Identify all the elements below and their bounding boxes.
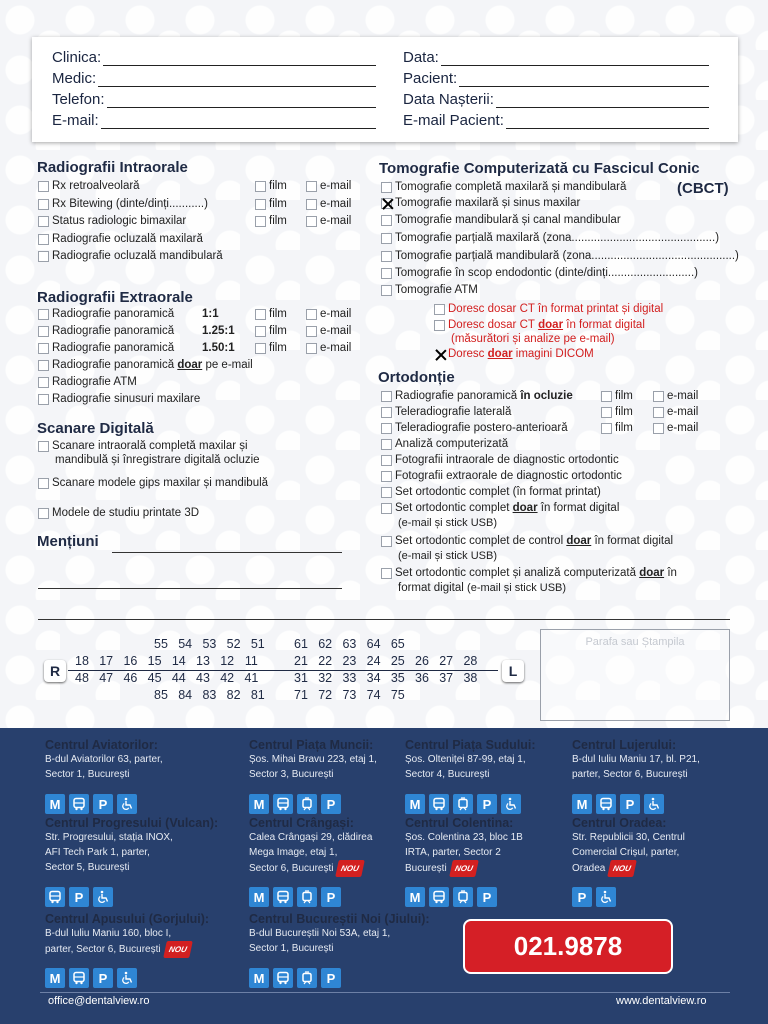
parking-icon: P bbox=[572, 887, 592, 907]
center-address-line: B-dul Bucureștii Noi 53A, etaj 1, bbox=[249, 928, 391, 939]
intraoral-scan[interactable]: Scanare intraorală completă maxilar și bbox=[38, 440, 248, 452]
checked-checkbox[interactable] bbox=[434, 349, 445, 360]
tooth-number[interactable]: 62 bbox=[318, 637, 333, 651]
cbct-item[interactable]: Tomografie maxilară și sinus maxilar bbox=[381, 197, 580, 209]
center-address-line: Șos. Olteniței 87-99, etaj 1, bbox=[405, 754, 526, 765]
parking-icon: P bbox=[93, 968, 113, 988]
center-location bbox=[45, 816, 218, 875]
cbct-item[interactable]: Tomografie parțială mandibulară (zona.............................................) bbox=[381, 250, 739, 262]
center-address-line: Sector 3, București bbox=[249, 769, 334, 780]
wheelchair-icon bbox=[501, 794, 521, 814]
tooth-number[interactable]: 46 bbox=[123, 671, 138, 685]
center-address-line: București NOU bbox=[405, 860, 523, 877]
tooth-number[interactable]: 43 bbox=[196, 671, 210, 685]
cbct-item[interactable]: Tomografie mandibulară și canal mandibular bbox=[381, 214, 621, 226]
cbct-item[interactable]: Tomografie în scop endodontic (dinte/dinți...........................) bbox=[381, 267, 698, 279]
checkbox[interactable] bbox=[38, 181, 49, 192]
atm-xray[interactable]: Radiografie ATM bbox=[38, 376, 137, 388]
checked-checkbox[interactable] bbox=[381, 198, 392, 209]
center-name: Centrul Piața Sudului: bbox=[405, 738, 536, 752]
metro-icon: M bbox=[249, 887, 269, 907]
wheelchair-icon bbox=[644, 794, 664, 814]
patient-info-box bbox=[32, 37, 738, 142]
tooth-number[interactable]: 16 bbox=[123, 654, 138, 668]
ct-dicom-only[interactable]: Doresc doar imagini DICOM bbox=[434, 348, 594, 360]
ortho-item[interactable]: Set ortodontic complet (în format printat) bbox=[381, 486, 601, 498]
bus-icon bbox=[45, 887, 65, 907]
parking-icon: P bbox=[321, 794, 341, 814]
center-location bbox=[405, 738, 536, 782]
center-address-line: Sector 1, București bbox=[249, 943, 334, 954]
parking-icon: P bbox=[477, 794, 497, 814]
center-name: Centrul Lujerului: bbox=[572, 738, 677, 752]
transport-icons bbox=[572, 887, 616, 907]
email-option[interactable]: e-mail bbox=[306, 215, 351, 227]
ortho-set-analysis[interactable]: Set ortodontic complet și analiză computerizată doar în bbox=[381, 567, 677, 579]
tram-icon bbox=[453, 887, 473, 907]
tooth-number[interactable]: 71 bbox=[294, 688, 308, 702]
center-address-line: Sector 4, București bbox=[405, 769, 490, 780]
wheelchair-icon bbox=[93, 887, 113, 907]
intraoral-item[interactable]: Rx retroalveolară bbox=[38, 180, 140, 192]
ortho-tele-lat[interactable]: Teleradiografie laterală bbox=[381, 406, 511, 418]
center-name: Centrul Piața Muncii: bbox=[249, 738, 374, 752]
parking-icon: P bbox=[321, 887, 341, 907]
tooth-number[interactable]: 48 bbox=[75, 671, 89, 685]
doctor-field[interactable]: Medic: bbox=[52, 70, 376, 87]
mentions-line[interactable] bbox=[112, 552, 342, 553]
center-location bbox=[45, 738, 163, 782]
tram-icon bbox=[297, 968, 317, 988]
tooth-number[interactable]: 18 bbox=[75, 654, 89, 668]
bus-icon bbox=[596, 794, 616, 814]
center-address-line: Șos. Mihai Bravu 223, etaj 1, bbox=[249, 754, 377, 765]
center-address-line: Comercial Crișul, parter, bbox=[572, 847, 680, 858]
film-option[interactable]: film bbox=[601, 422, 633, 434]
tooth-number[interactable]: 21 bbox=[294, 654, 308, 668]
ortho-set-analysis-line2: format digital (e-mail și stick USB) bbox=[398, 582, 567, 594]
cbct-item[interactable]: Tomografie ATM bbox=[381, 284, 478, 296]
tooth-number[interactable]: 17 bbox=[99, 654, 114, 668]
ortho-item[interactable]: Fotografii intraorale de diagnostic ortodontic bbox=[381, 454, 619, 466]
tooth-number[interactable]: 25 bbox=[390, 654, 405, 668]
email-option[interactable]: e-mail bbox=[306, 180, 351, 192]
checkbox[interactable] bbox=[38, 199, 49, 210]
tooth-number[interactable]: 83 bbox=[202, 688, 217, 702]
divider-line bbox=[38, 619, 730, 620]
model-scan[interactable]: Scanare modele gips maxilar și mandibulă bbox=[38, 477, 268, 489]
mentions-line[interactable] bbox=[38, 588, 342, 589]
tooth-number[interactable]: 44 bbox=[171, 671, 186, 685]
new-badge: NOU bbox=[608, 860, 637, 877]
center-address-line: Calea Crângași 29, clădirea bbox=[249, 832, 373, 843]
transport-icons bbox=[405, 887, 497, 907]
film-option[interactable]: film bbox=[255, 198, 287, 210]
ortho-title: Ortodonție bbox=[378, 369, 455, 386]
parking-icon: P bbox=[93, 794, 113, 814]
ortho-set-digital[interactable]: Set ortodontic complet doar în format digital bbox=[381, 502, 619, 514]
center-address-line: IRTA, parter, Sector 2 bbox=[405, 847, 501, 858]
new-badge: NOU bbox=[449, 860, 478, 877]
ct-dossier-digital[interactable]: Doresc dosar CT doar în format digital bbox=[434, 319, 645, 331]
checkbox[interactable] bbox=[38, 251, 49, 262]
tooth-number[interactable]: 61 bbox=[294, 637, 308, 651]
film-option[interactable]: film bbox=[255, 180, 287, 192]
clinic-field[interactable]: Clinica: bbox=[52, 49, 376, 66]
sinus-xray[interactable]: Radiografie sinusuri maxilare bbox=[38, 393, 200, 405]
center-location bbox=[249, 738, 377, 782]
tooth-number[interactable]: 74 bbox=[366, 688, 381, 702]
center-address-line: Sector 6, București NOU bbox=[249, 860, 372, 877]
tooth-number[interactable]: 72 bbox=[318, 688, 333, 702]
center-address-line: Sector 5, București bbox=[45, 862, 130, 873]
metro-icon: M bbox=[405, 887, 425, 907]
cbct-item[interactable]: Tomografie parțială maxilară (zona.............................................) bbox=[381, 232, 719, 244]
patient-email-field[interactable]: E-mail Pacient: bbox=[403, 112, 709, 129]
pano-1-50[interactable]: Radiografie panoramică 1.50:1 bbox=[38, 342, 174, 354]
phone-field[interactable]: Telefon: bbox=[52, 91, 376, 108]
center-address-line: Mega Image, etaj 1, bbox=[249, 847, 338, 858]
phone-number[interactable]: 021.9878 bbox=[463, 919, 673, 974]
parking-icon: P bbox=[620, 794, 640, 814]
tooth-number[interactable]: 51 bbox=[250, 637, 265, 651]
left-side-marker: L bbox=[502, 660, 524, 682]
website-link[interactable]: www.dentalview.ro bbox=[616, 995, 707, 1007]
transport-icons bbox=[249, 794, 341, 814]
tooth-number[interactable]: 26 bbox=[415, 654, 429, 668]
tooth-number[interactable]: 85 bbox=[154, 688, 168, 702]
right-side-marker: R bbox=[44, 660, 66, 682]
center-address-line: AFI Tech Park 1, parter, bbox=[45, 847, 150, 858]
tooth-number[interactable]: 28 bbox=[463, 654, 478, 668]
center-address-line: Oradea NOU bbox=[572, 860, 685, 877]
cbct-item[interactable]: Tomografie completă maxilară și mandibulară bbox=[381, 181, 626, 193]
tooth-number[interactable]: 42 bbox=[220, 671, 235, 685]
email-field[interactable]: E-mail: bbox=[52, 112, 376, 129]
center-name: Centrul Progresului (Vulcan): bbox=[45, 816, 219, 830]
footer-divider bbox=[40, 992, 730, 993]
transport-icons bbox=[405, 794, 521, 814]
wheelchair-icon bbox=[117, 794, 137, 814]
tooth-number[interactable]: 73 bbox=[342, 688, 357, 702]
tooth-number[interactable]: 34 bbox=[366, 671, 381, 685]
center-address-line: B-dul Iuliu Maniu 160, bloc I, bbox=[45, 928, 172, 939]
center-location bbox=[249, 912, 430, 956]
bus-icon bbox=[273, 968, 293, 988]
bus-icon bbox=[429, 794, 449, 814]
tram-icon bbox=[297, 794, 317, 814]
tooth-number[interactable]: 47 bbox=[99, 671, 114, 685]
tooth-number[interactable]: 45 bbox=[147, 671, 162, 685]
bus-icon bbox=[273, 887, 293, 907]
tooth-number[interactable]: 55 bbox=[154, 637, 168, 651]
parking-icon: P bbox=[321, 968, 341, 988]
center-name: Centrul Bucureștii Noi (Jiului): bbox=[249, 912, 430, 926]
tooth-number[interactable]: 13 bbox=[196, 654, 210, 668]
bus-icon bbox=[273, 794, 293, 814]
tooth-number[interactable]: 27 bbox=[439, 654, 454, 668]
3d-models[interactable]: Modele de studiu printate 3D bbox=[38, 507, 199, 519]
date-field[interactable]: Data: bbox=[403, 49, 709, 66]
center-address-line: parter, Sector 6, București bbox=[572, 769, 688, 780]
intraoral-item[interactable]: Radiografie ocluzală maxilară bbox=[38, 233, 203, 245]
extraoral-title: Radiografii Extraorale bbox=[37, 289, 193, 306]
tooth-number[interactable]: 63 bbox=[342, 637, 357, 651]
center-address-line: B-dul Iuliu Maniu 17, bl. P21, bbox=[572, 754, 700, 765]
ortho-set-control[interactable]: Set ortodontic complet de control doar în format digital bbox=[381, 535, 673, 547]
center-address-line: Str. Republicii 30, Centrul bbox=[572, 832, 685, 843]
metro-icon: M bbox=[249, 794, 269, 814]
tooth-number[interactable]: 64 bbox=[366, 637, 381, 651]
tooth-number[interactable]: 41 bbox=[244, 671, 259, 685]
pano-1-25[interactable]: Radiografie panoramică 1.25:1 bbox=[38, 325, 174, 337]
transport-icons bbox=[249, 968, 341, 988]
tooth-number[interactable]: 38 bbox=[463, 671, 478, 685]
ortho-item[interactable]: Fotografii extraorale de diagnostic ortodontic bbox=[381, 470, 622, 482]
center-address-line: Șos. Colentina 23, bloc 1B bbox=[405, 832, 523, 843]
parking-icon: P bbox=[69, 887, 89, 907]
new-badge: NOU bbox=[336, 860, 365, 877]
center-location bbox=[572, 816, 685, 877]
cbct-title: Tomografie Computerizată cu Fascicul Conic bbox=[379, 160, 700, 177]
tooth-number[interactable]: 33 bbox=[342, 671, 357, 685]
center-location bbox=[572, 738, 700, 782]
tooth-number[interactable]: 37 bbox=[439, 671, 454, 685]
center-location bbox=[405, 816, 523, 877]
stamp-area[interactable]: Parafa sau Ștampila bbox=[540, 629, 730, 721]
tooth-number[interactable]: 31 bbox=[294, 671, 308, 685]
email-option[interactable]: e-mail bbox=[653, 390, 698, 402]
email-option[interactable]: e-mail bbox=[306, 325, 351, 337]
tooth-number[interactable]: 36 bbox=[415, 671, 429, 685]
center-name: Centrul Colentina: bbox=[405, 816, 514, 830]
tooth-number[interactable]: 15 bbox=[147, 654, 162, 668]
contact-email[interactable]: office@dentalview.ro bbox=[48, 995, 150, 1007]
wheelchair-icon bbox=[596, 887, 616, 907]
tooth-number[interactable]: 53 bbox=[202, 637, 217, 651]
transport-icons bbox=[45, 968, 137, 988]
metro-icon: M bbox=[405, 794, 425, 814]
tram-icon bbox=[297, 887, 317, 907]
center-name: Centrul Oradea: bbox=[572, 816, 667, 830]
center-name: Centrul Aviatorilor: bbox=[45, 738, 158, 752]
film-option[interactable]: film bbox=[255, 342, 287, 354]
new-badge: NOU bbox=[163, 941, 192, 958]
tooth-number[interactable]: 12 bbox=[220, 654, 235, 668]
tooth-number[interactable]: 23 bbox=[342, 654, 357, 668]
tooth-number[interactable]: 75 bbox=[390, 688, 405, 702]
email-option[interactable]: e-mail bbox=[653, 422, 698, 434]
cbct-abbr: (CBCT) bbox=[677, 180, 729, 197]
ortho-item[interactable]: Analiză computerizată bbox=[381, 438, 508, 450]
film-option[interactable]: film bbox=[601, 390, 633, 402]
tooth-number[interactable]: 82 bbox=[226, 688, 241, 702]
intraoral-item[interactable]: Rx Bitewing (dinte/dinți...........) bbox=[38, 198, 208, 210]
teeth-midline bbox=[68, 670, 498, 671]
bus-icon bbox=[69, 794, 89, 814]
email-option[interactable]: e-mail bbox=[653, 406, 698, 418]
film-option[interactable]: film bbox=[255, 325, 287, 337]
center-address-line: parter, Sector 6, București NOU bbox=[45, 941, 209, 958]
email-option[interactable]: e-mail bbox=[306, 198, 351, 210]
film-option[interactable]: film bbox=[255, 215, 287, 227]
ortho-set-control-note: (e-mail și stick USB) bbox=[398, 550, 498, 562]
ortho-set-digital-note: (e-mail și stick USB) bbox=[398, 517, 498, 529]
tooth-number[interactable]: 84 bbox=[178, 688, 193, 702]
metro-icon: M bbox=[249, 968, 269, 988]
intraoral-scan-line2: mandibulă și înregistrare digitală ocluzie bbox=[55, 454, 260, 466]
digital-title: Scanare Digitală bbox=[37, 420, 154, 437]
ortho-tele-pa[interactable]: Teleradiografie postero-anterioară bbox=[381, 422, 568, 434]
center-name: Centrul Apusului (Gorjului): bbox=[45, 912, 210, 926]
metro-icon: M bbox=[572, 794, 592, 814]
transport-icons bbox=[572, 794, 664, 814]
checkbox[interactable] bbox=[38, 234, 49, 245]
email-option[interactable]: e-mail bbox=[306, 342, 351, 354]
parking-icon: P bbox=[477, 887, 497, 907]
tooth-number[interactable]: 35 bbox=[390, 671, 405, 685]
intraoral-item[interactable]: Status radiologic bimaxilar bbox=[38, 215, 186, 227]
center-address-line: Sector 1, București bbox=[45, 769, 130, 780]
tooth-number[interactable]: 32 bbox=[318, 671, 333, 685]
tram-icon bbox=[453, 794, 473, 814]
tooth-number[interactable]: 52 bbox=[226, 637, 241, 651]
tooth-number[interactable]: 24 bbox=[366, 654, 381, 668]
transport-icons bbox=[45, 794, 137, 814]
pano-1-1[interactable]: Radiografie panoramică 1:1 bbox=[38, 308, 174, 320]
checkbox[interactable] bbox=[38, 216, 49, 227]
email-option[interactable]: e-mail bbox=[306, 308, 351, 320]
bus-icon bbox=[429, 887, 449, 907]
patient-field[interactable]: Pacient: bbox=[403, 70, 709, 87]
center-location bbox=[45, 912, 209, 958]
tooth-number[interactable]: 22 bbox=[318, 654, 333, 668]
metro-icon: M bbox=[45, 968, 65, 988]
metro-icon: M bbox=[45, 794, 65, 814]
ct-dossier-print[interactable]: Doresc dosar CT în format printat și digital bbox=[434, 303, 663, 315]
birthdate-field[interactable]: Data Nașterii: bbox=[403, 91, 709, 108]
transport-icons bbox=[45, 887, 113, 907]
film-option[interactable]: film bbox=[601, 406, 633, 418]
tooth-number[interactable]: 81 bbox=[250, 688, 265, 702]
ct-dossier-digital-note: (măsurători și analize pe e-mail) bbox=[451, 333, 615, 345]
tooth-number[interactable]: 65 bbox=[390, 637, 405, 651]
tooth-number[interactable]: 54 bbox=[178, 637, 193, 651]
film-option[interactable]: film bbox=[255, 308, 287, 320]
tooth-number[interactable]: 11 bbox=[244, 654, 258, 668]
transport-icons bbox=[249, 887, 341, 907]
ortho-pano[interactable]: Radiografie panoramică în ocluzie bbox=[381, 390, 573, 402]
center-name: Centrul Crângași: bbox=[249, 816, 354, 830]
bus-icon bbox=[69, 968, 89, 988]
center-address-line: B-dul Aviatorilor 63, parter, bbox=[45, 754, 163, 765]
intraoral-title: Radiografii Intraorale bbox=[37, 159, 188, 176]
tooth-number[interactable]: 14 bbox=[171, 654, 186, 668]
mentions-title: Mențiuni bbox=[37, 533, 99, 550]
wheelchair-icon bbox=[117, 968, 137, 988]
pano-only-email[interactable]: Radiografie panoramică doar pe e-mail bbox=[38, 359, 253, 371]
center-location bbox=[249, 816, 372, 877]
center-address-line: Str. Progresului, stația INOX, bbox=[45, 832, 173, 843]
intraoral-item[interactable]: Radiografie ocluzală mandibulară bbox=[38, 250, 223, 262]
